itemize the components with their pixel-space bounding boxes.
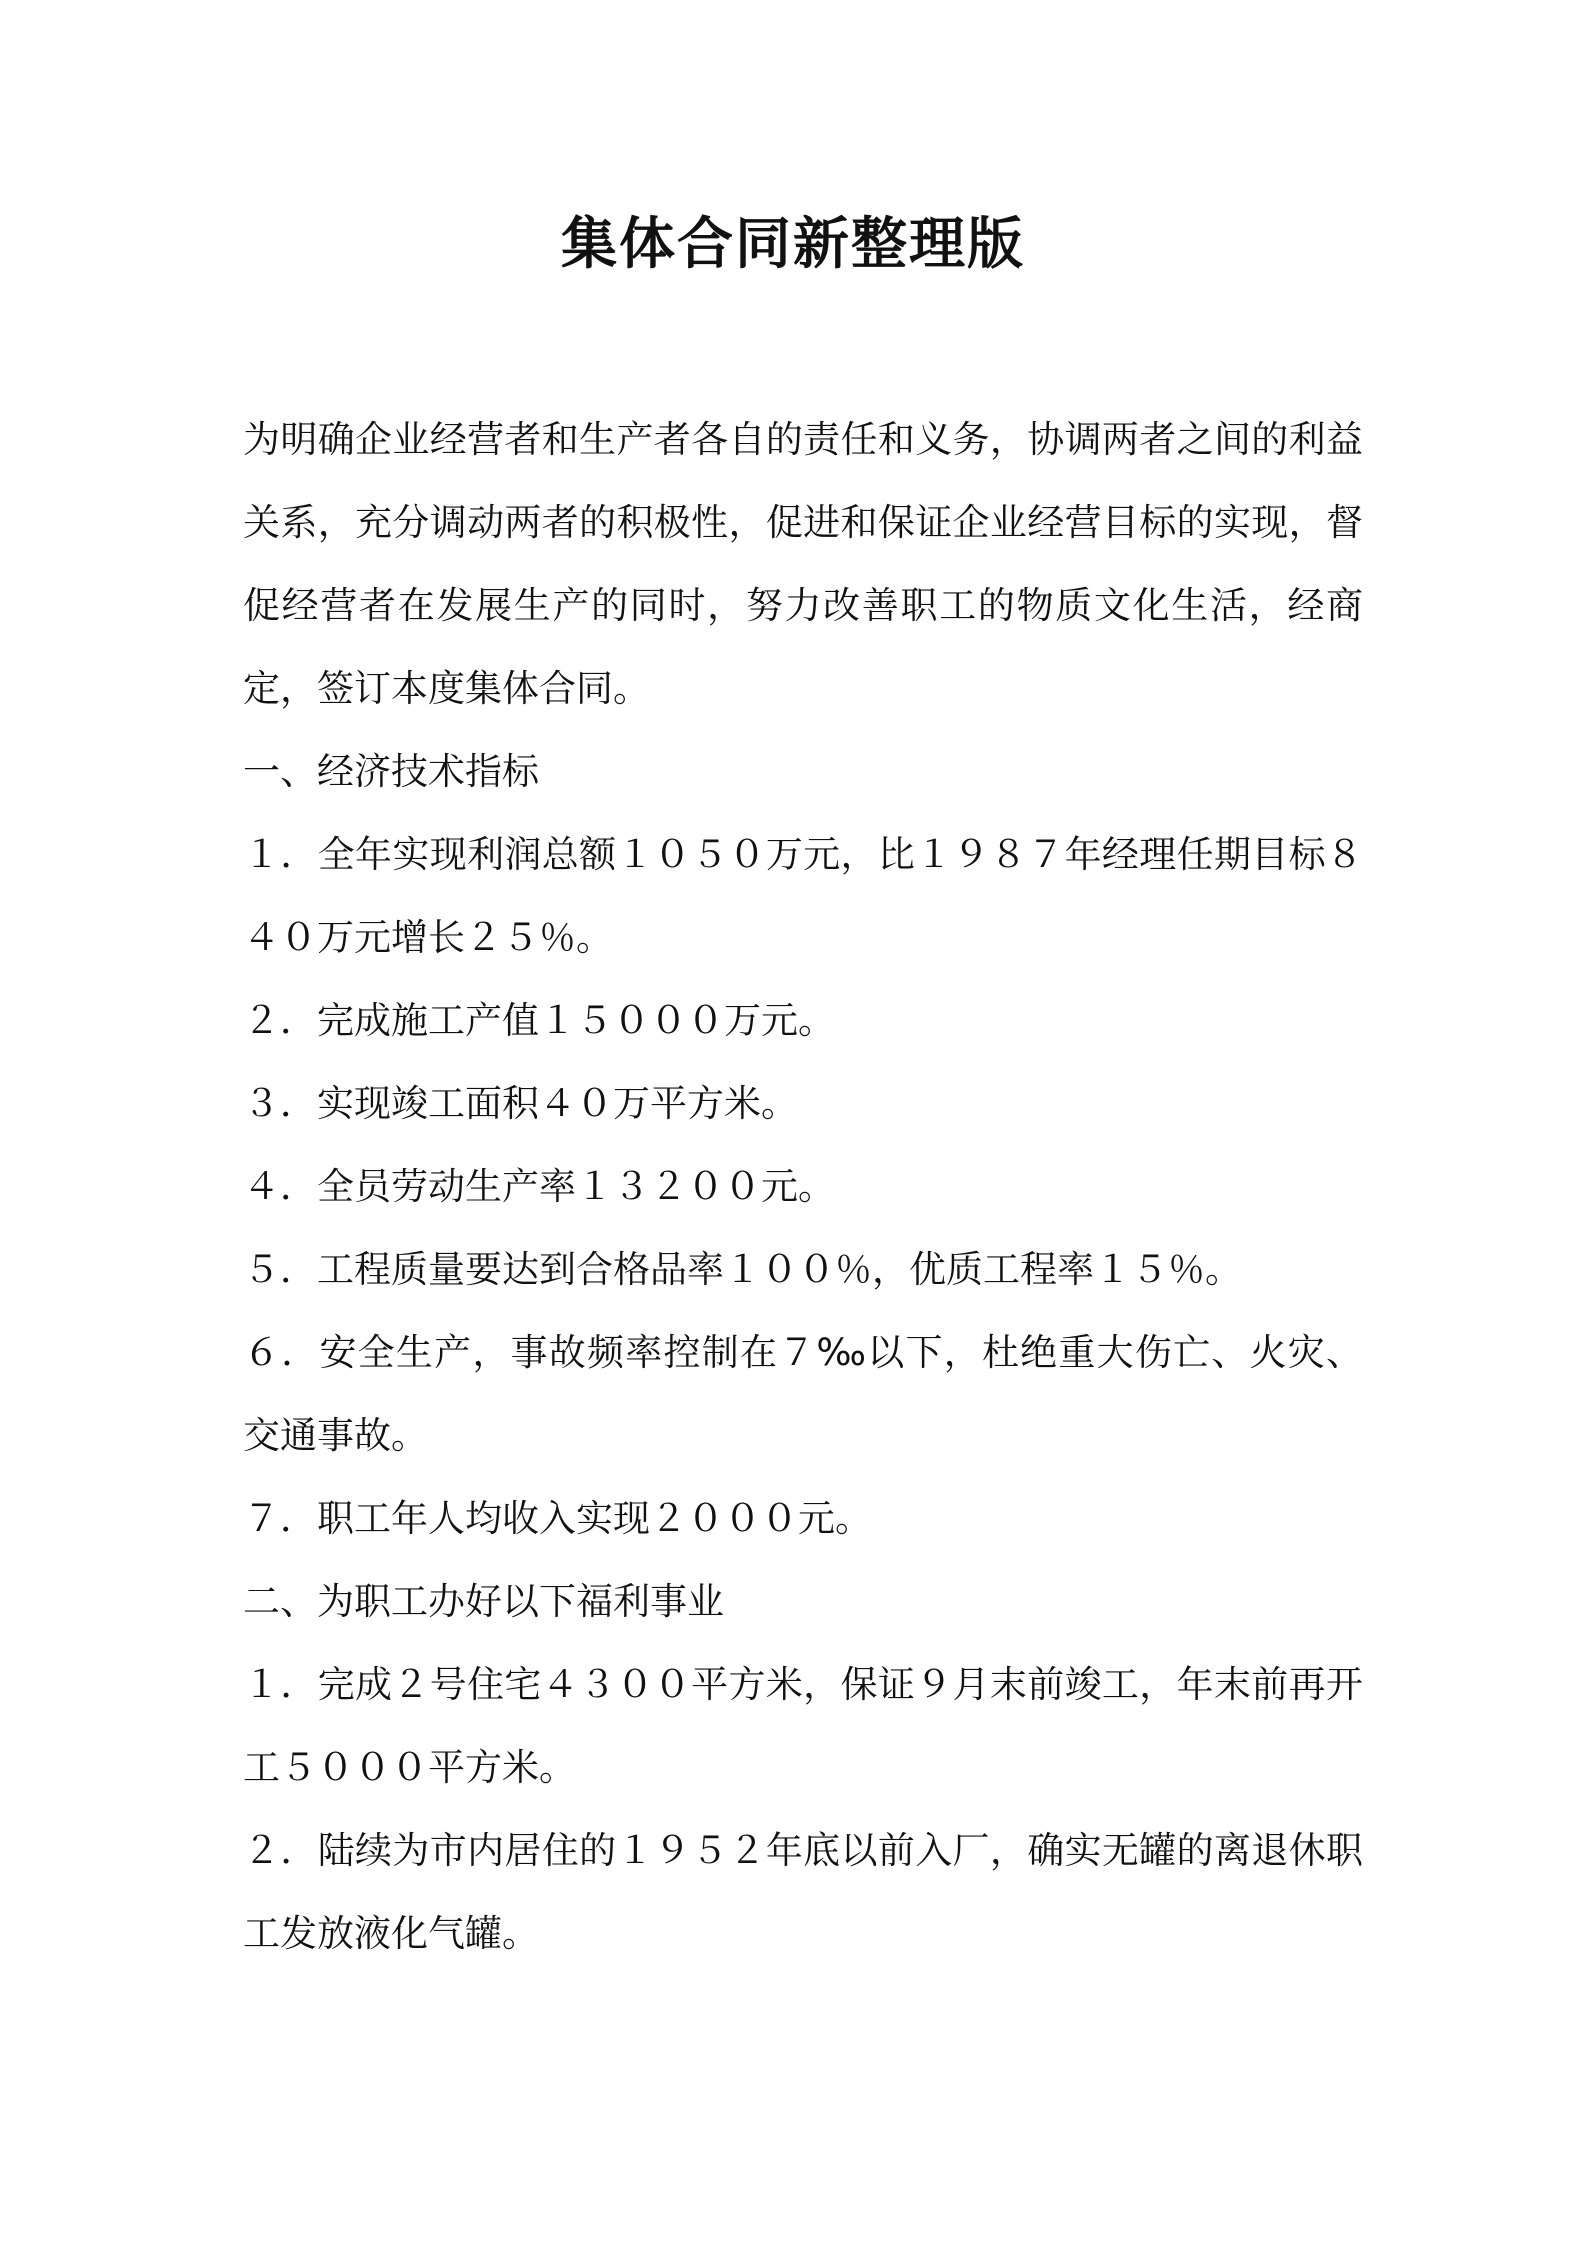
document-body	[243, 398, 1363, 1975]
list-item: １．完成２号住宅４３００平方米，保证９月末前竣工，年末前再开工５０００平方米。	[243, 1663, 1363, 1789]
section-heading-economic: 一、经济技术指标	[243, 750, 539, 793]
list-item: ７．职工年人均收入实现２０００元。	[243, 1497, 872, 1540]
list-item: ２．陆续为市内居住的１９５２年底以前入厂，确实无罐的离退休职工发放液化气罐。	[243, 1829, 1363, 1955]
section-heading-welfare: 二、为职工办好以下福利事业	[243, 1580, 724, 1623]
intro-paragraph: 为明确企业经营者和生产者各自的责任和义务，协调两者之间的利益关系，充分调动两者的积极性，促进和保证企业经营目标的实现，督促经营者在发展生产的同时，努力改善职工的物质文化生活，经商定，签订本度集体合同。	[243, 418, 1363, 710]
list-item: ４．全员劳动生产率１３２００元。	[243, 1165, 835, 1208]
list-item: ６．安全生产，事故频率控制在７‰以下，杜绝重大伤亡、火灾、交通事故。	[243, 1331, 1363, 1457]
list-item: ２．完成施工产值１５０００万元。	[243, 999, 835, 1042]
document-title: 集体合同新整理版	[561, 212, 1025, 277]
list-item: ５．工程质量要达到合格品率１００％，优质工程率１５％。	[243, 1248, 1242, 1291]
list-item: ３．实现竣工面积４０万平方米。	[243, 1082, 798, 1125]
list-item: １．全年实现利润总额１０５０万元，比１９８７年经理任期目标８４０万元增长２５％。	[243, 833, 1363, 959]
